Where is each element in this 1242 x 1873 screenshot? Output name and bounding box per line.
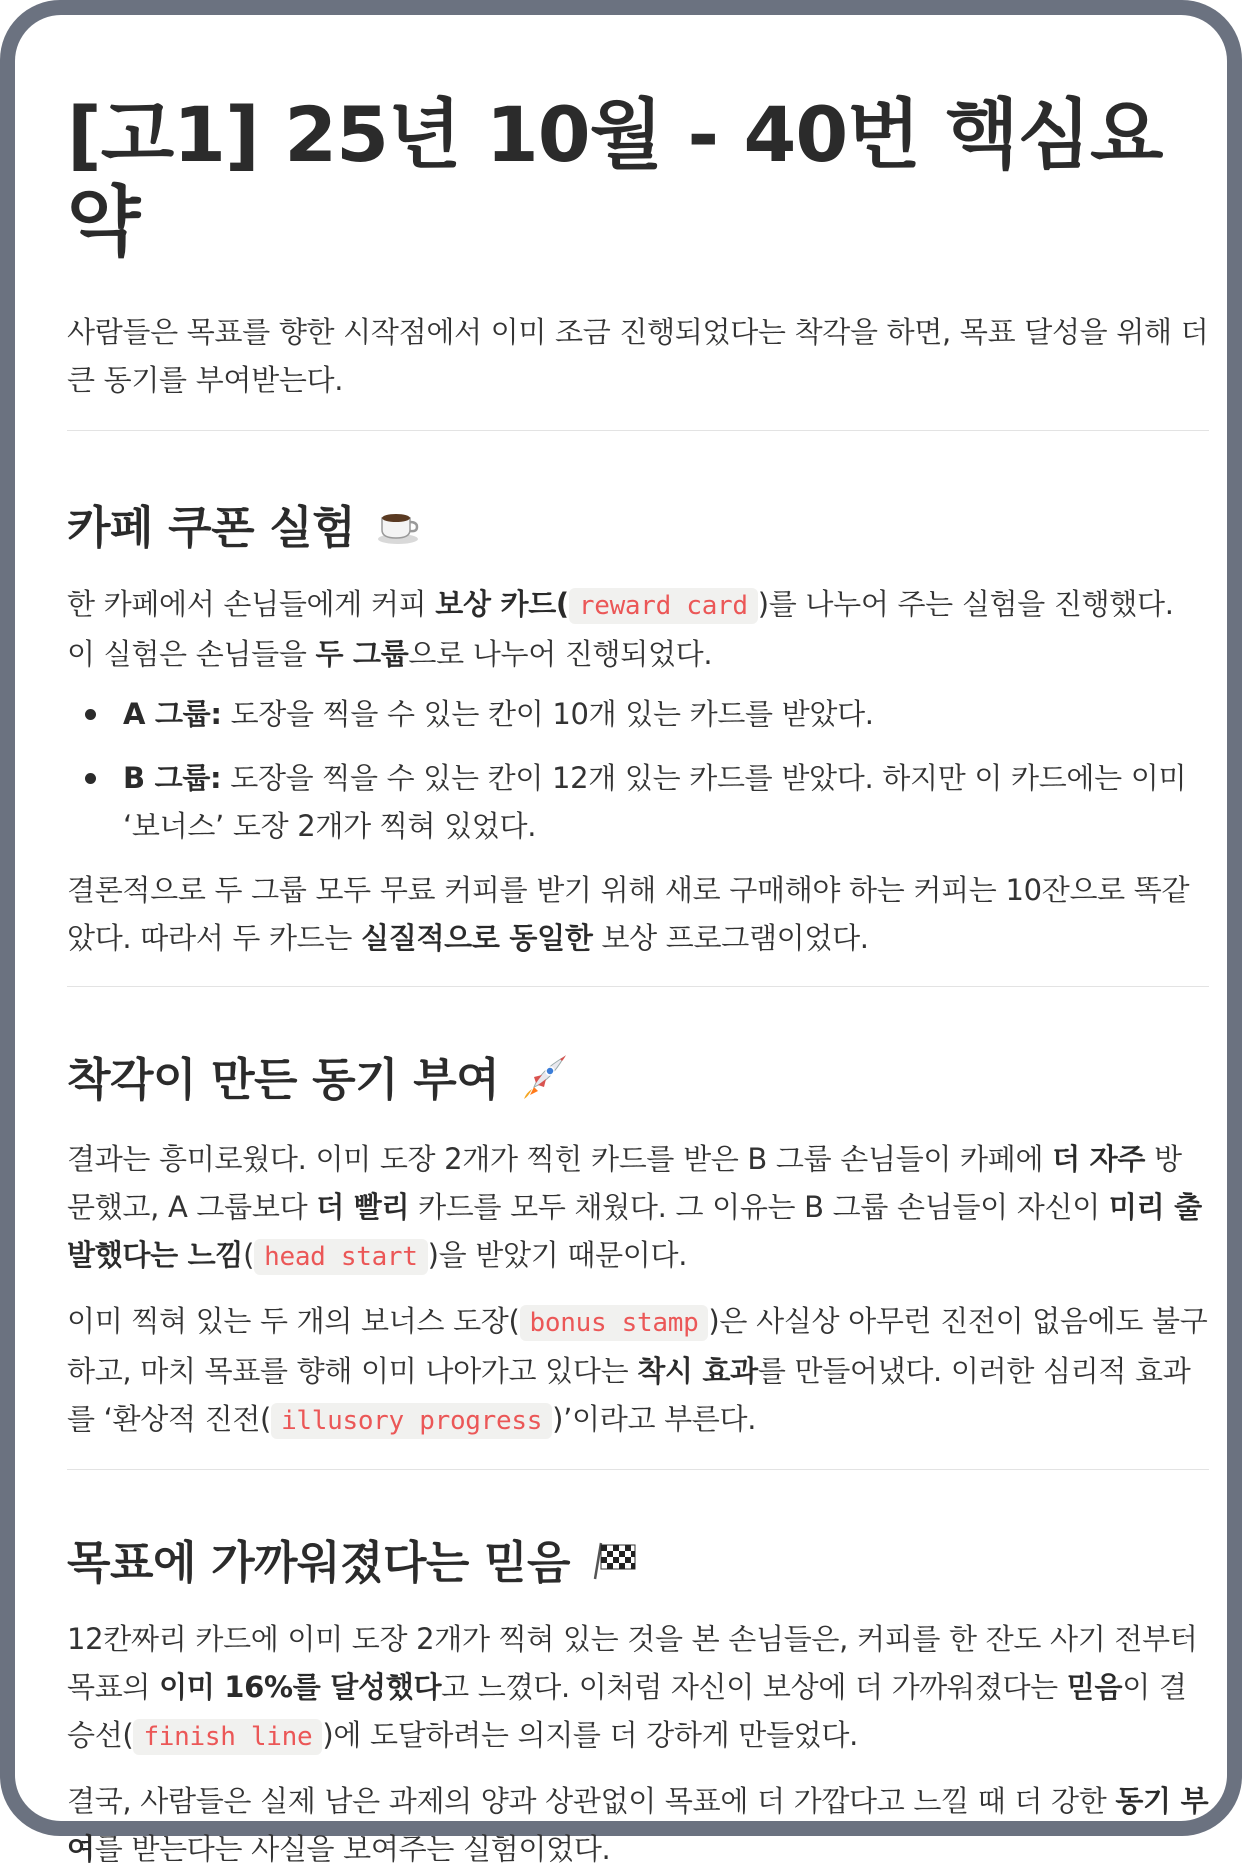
section-heading-text: 카페 쿠폰 실험 <box>67 500 356 554</box>
text-span: 를 만들어냈다. 이러한 심리적 효과를 ‘환상적 진전( <box>67 1353 1191 1436</box>
text-span: 으로 나누어 진행되었다. <box>408 636 713 671</box>
text-span: )은 사실상 아무런 진전이 없음에도 불구하고, 마치 목표를 향해 이미 나아가고 있다는 <box>67 1303 1208 1388</box>
bold-text: 착시 효과 <box>637 1353 758 1388</box>
text-span: )을 받았기 때문이다. <box>427 1237 688 1272</box>
text-span: )를 나누어 주는 실험을 진행했다. 이 실험은 손님들을 <box>67 586 1174 671</box>
bold-text: 미리 출발했다는 느낌 <box>67 1189 1202 1272</box>
goal-paragraph-1 <box>67 1615 1209 1761</box>
text-span: 이 결승선( <box>67 1669 1187 1752</box>
document-card <box>15 15 1227 1866</box>
rocket-icon <box>520 1053 568 1113</box>
text-span: 이미 찍혀 있는 두 개의 보너스 도장( <box>67 1303 520 1338</box>
bullet-icon <box>85 709 96 720</box>
bold-text: 더 자주 <box>1052 1141 1146 1176</box>
section-heading-cafe-coupon <box>67 501 1209 558</box>
text-span: 도장을 찍을 수 있는 칸이 12개 있는 카드를 받았다. 하지만 이 카드에는 이미 ‘보너스’ 도장 2개가 찍혀 있었다. <box>123 760 1187 843</box>
text-span: 결과는 흥미로웠다. 이미 도장 2개가 찍힌 카드를 받은 B 그룹 손님들이 카페에 <box>67 1141 1053 1176</box>
divider <box>67 986 1209 987</box>
page-title: [고1] 25년 10월 - 40번 핵심요약 <box>67 90 1163 267</box>
list-item <box>67 690 1209 738</box>
bold-text: 더 빨리 <box>316 1189 410 1224</box>
bold-text: 실질적으로 동일한 <box>361 920 593 955</box>
document-content <box>67 91 1209 1873</box>
text-span: 카드를 모두 채웠다. 그 이유는 B 그룹 손님들이 자신이 <box>409 1189 1109 1224</box>
bold-text: ( <box>555 586 569 621</box>
checkered-flag-icon <box>591 1539 637 1593</box>
text-span: 12칸짜리 카드에 이미 도장 2개가 찍혀 있는 것을 본 손님들은, 커피를 한 잔도 사기 전부터 목표의 <box>67 1621 1198 1704</box>
text-span: 방문했고, A 그룹보다 <box>67 1141 1182 1224</box>
coffee-cup-icon <box>376 504 420 558</box>
group-list <box>67 690 1209 850</box>
bold-text: A 그룹: <box>123 696 222 731</box>
inline-code: head start <box>254 1239 428 1275</box>
inline-code: finish line <box>133 1719 322 1755</box>
text-span: )’이라고 부른다. <box>552 1401 757 1436</box>
bold-text: 믿음 <box>1066 1669 1123 1704</box>
divider <box>67 430 1209 431</box>
cafe-paragraph-2 <box>67 866 1209 962</box>
section-heading-text: 착각이 만든 동기 부여 <box>67 1052 500 1106</box>
inline-code: illusory progress <box>271 1403 552 1439</box>
goal-paragraph-2 <box>67 1777 1209 1873</box>
section-heading-goal-belief <box>67 1536 1209 1593</box>
text-span: 결론적으로 두 그룹 모두 무료 커피를 받기 위해 새로 구매해야 하는 커피는 10잔으로 똑같았다. 따라서 두 카드는 <box>67 872 1190 955</box>
inline-code: bonus stamp <box>520 1305 709 1341</box>
text-span: 를 받는다는 사실을 보여주는 실험이었다. <box>94 1831 611 1866</box>
divider <box>67 1469 1209 1470</box>
text-span: 도장을 찍을 수 있는 칸이 10개 있는 카드를 받았다. <box>221 696 874 731</box>
bold-text: 보상 카드 <box>435 586 556 621</box>
cafe-paragraph-1 <box>67 580 1209 678</box>
text-span: 고 느꼈다. 이처럼 자신이 보상에 더 가까워졌다는 <box>441 1669 1067 1704</box>
text-span: 보상 프로그램이었다. <box>592 920 869 955</box>
bold-text: B 그룹: <box>123 760 222 795</box>
illusion-paragraph-2 <box>67 1297 1209 1445</box>
text-span: )에 도달하려는 의지를 더 강하게 만들었다. <box>322 1717 859 1752</box>
section-heading-illusion-motivation <box>67 1053 1209 1113</box>
bold-text: 두 그룹 <box>315 636 409 671</box>
bold-text: 이미 16%를 달성했다 <box>159 1669 442 1704</box>
text-span: ( <box>243 1237 255 1272</box>
inline-code: reward card <box>569 588 758 624</box>
list-item <box>67 754 1209 850</box>
text-span: 결국, 사람들은 실제 남은 과제의 양과 상관없이 목표에 더 가깝다고 느낄 때 더 강한 <box>67 1783 1116 1818</box>
text-span: 한 카페에서 손님들에게 커피 <box>67 586 436 621</box>
section-heading-text: 목표에 가까워졌다는 믿음 <box>67 1535 571 1589</box>
intro-paragraph: 사람들은 목표를 향한 시작점에서 이미 조금 진행되었다는 착각을 하면, 목표 달성을 위해 더 큰 동기를 부여받는다. <box>67 314 1209 397</box>
bullet-icon <box>85 773 96 784</box>
illusion-paragraph-1 <box>67 1135 1209 1281</box>
bold-text: 동기 부여 <box>67 1783 1209 1866</box>
